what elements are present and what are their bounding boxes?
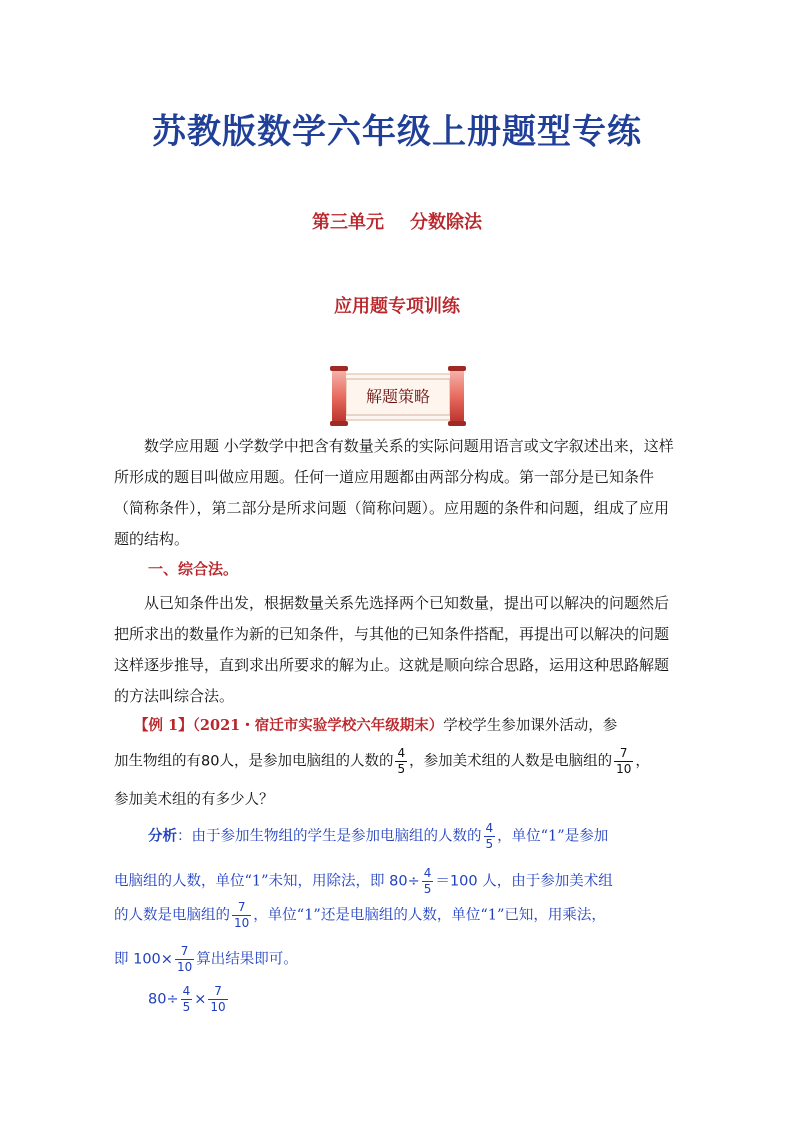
fraction (208, 984, 227, 1015)
analysis-text: ，单位“1”是参加 (497, 828, 609, 845)
section-subtitle: 应用题专项训练 (334, 296, 460, 317)
example-text: 人，是参加电脑组的人数的 (219, 753, 394, 770)
fraction-denominator: 5 (397, 762, 406, 776)
calc-operand: 80÷ (148, 991, 179, 1008)
fraction (614, 746, 633, 777)
fraction-numerator: 7 (175, 944, 194, 960)
fraction-denominator: 5 (423, 882, 432, 896)
example-text: ， (635, 753, 650, 770)
fraction-numerator: 4 (423, 866, 432, 880)
example-number: 80 (201, 753, 220, 770)
fraction (484, 821, 496, 852)
analysis-line-2 (114, 866, 684, 897)
section-heading: 一、综合法。 (148, 560, 239, 578)
calculation-expression (148, 984, 718, 1015)
analysis-text: 的人数是电脑组的 (114, 907, 230, 924)
example-tag: 【例 1】 (134, 717, 193, 734)
example-line-3: 参加美术组的有多少人？ (114, 792, 274, 808)
fraction-numerator: 4 (485, 821, 494, 835)
analysis-line-4 (114, 944, 684, 975)
fraction-denominator: 10 (176, 960, 193, 974)
calc-operator: × (194, 991, 207, 1008)
intro-paragraph (114, 431, 678, 555)
analysis-line-3 (114, 900, 684, 931)
analysis-text: ，单位“1”还是电脑组的人数，单位“1”已知，用乘法， (253, 907, 606, 924)
fraction-numerator: 7 (208, 984, 227, 1000)
fraction-denominator: 10 (234, 916, 250, 930)
analysis-math: 80÷ (389, 873, 420, 890)
analysis-text: 电脑组的人数，单位“1”未知，用除法，即 (114, 873, 390, 890)
fraction-denominator: 5 (485, 837, 494, 851)
analysis-math: 100× (133, 951, 173, 968)
fraction-denominator: 10 (210, 1000, 226, 1014)
analysis-label: 分析 (148, 827, 177, 845)
fraction (175, 944, 194, 975)
method-paragraph (114, 588, 678, 712)
example-text: 加生物组的有 (114, 753, 201, 770)
fraction-numerator: 7 (232, 900, 251, 916)
fraction-numerator: 4 (182, 984, 191, 998)
analysis-text: 算出结果即可。 (196, 951, 298, 968)
fraction (232, 900, 251, 931)
fraction-numerator: 7 (614, 746, 633, 762)
example-line-2 (114, 746, 684, 777)
example-text: ，参加美术组的人数是电脑组的 (409, 753, 613, 770)
fraction-denominator: 10 (616, 762, 632, 776)
fraction (422, 866, 434, 897)
analysis-line-1 (148, 821, 718, 852)
unit-heading (0, 208, 794, 234)
analysis-text: ＝100 人，由于参加美术组 (435, 873, 613, 890)
method-text: 从已知条件出发，根据数量关系先选择两个已知数量，提出可以解决的问题然后把所求出的数量作为新的已知条件，与其他的已知条件搭配，再提出可以解决的问题 这样逐步推导，直到求出所要求的解为止。这就是顺向综合思路，运用这种思路解题的方法叫综合法。 (114, 594, 670, 705)
analysis-text: ： (177, 828, 192, 845)
fraction-denominator: 5 (182, 1000, 191, 1014)
page-title: 苏教版数学六年级上册题型专练 (152, 112, 642, 152)
analysis-text: 由于参加生物组的学生是参加电脑组的人数的 (191, 828, 482, 845)
unit-number: 第三单元 (312, 212, 384, 233)
intro-text: 数学应用题 小学数学中把含有数量关系的实际问题用语言或文字叙述出来，这样所形成的题目叫做应用题。任何一道应用题都由两部分构成。第一部分是已知条件（简称条件），第二部分是所求问题（简称问题）。应用题的条件和问题，组成了应用题的结构。 (114, 437, 674, 548)
example-source: （2021・宿迁市实验学校六年级期末） (192, 717, 444, 734)
analysis-text: 即 (114, 951, 134, 968)
strategy-banner-label: 解题策略 (365, 387, 430, 406)
example-line-1 (134, 714, 704, 735)
fraction (395, 746, 407, 777)
example-text: 学校学生参加课外活动，参 (443, 718, 618, 734)
unit-topic: 分数除法 (410, 212, 482, 233)
fraction-numerator: 4 (397, 746, 406, 760)
fraction (181, 984, 193, 1015)
